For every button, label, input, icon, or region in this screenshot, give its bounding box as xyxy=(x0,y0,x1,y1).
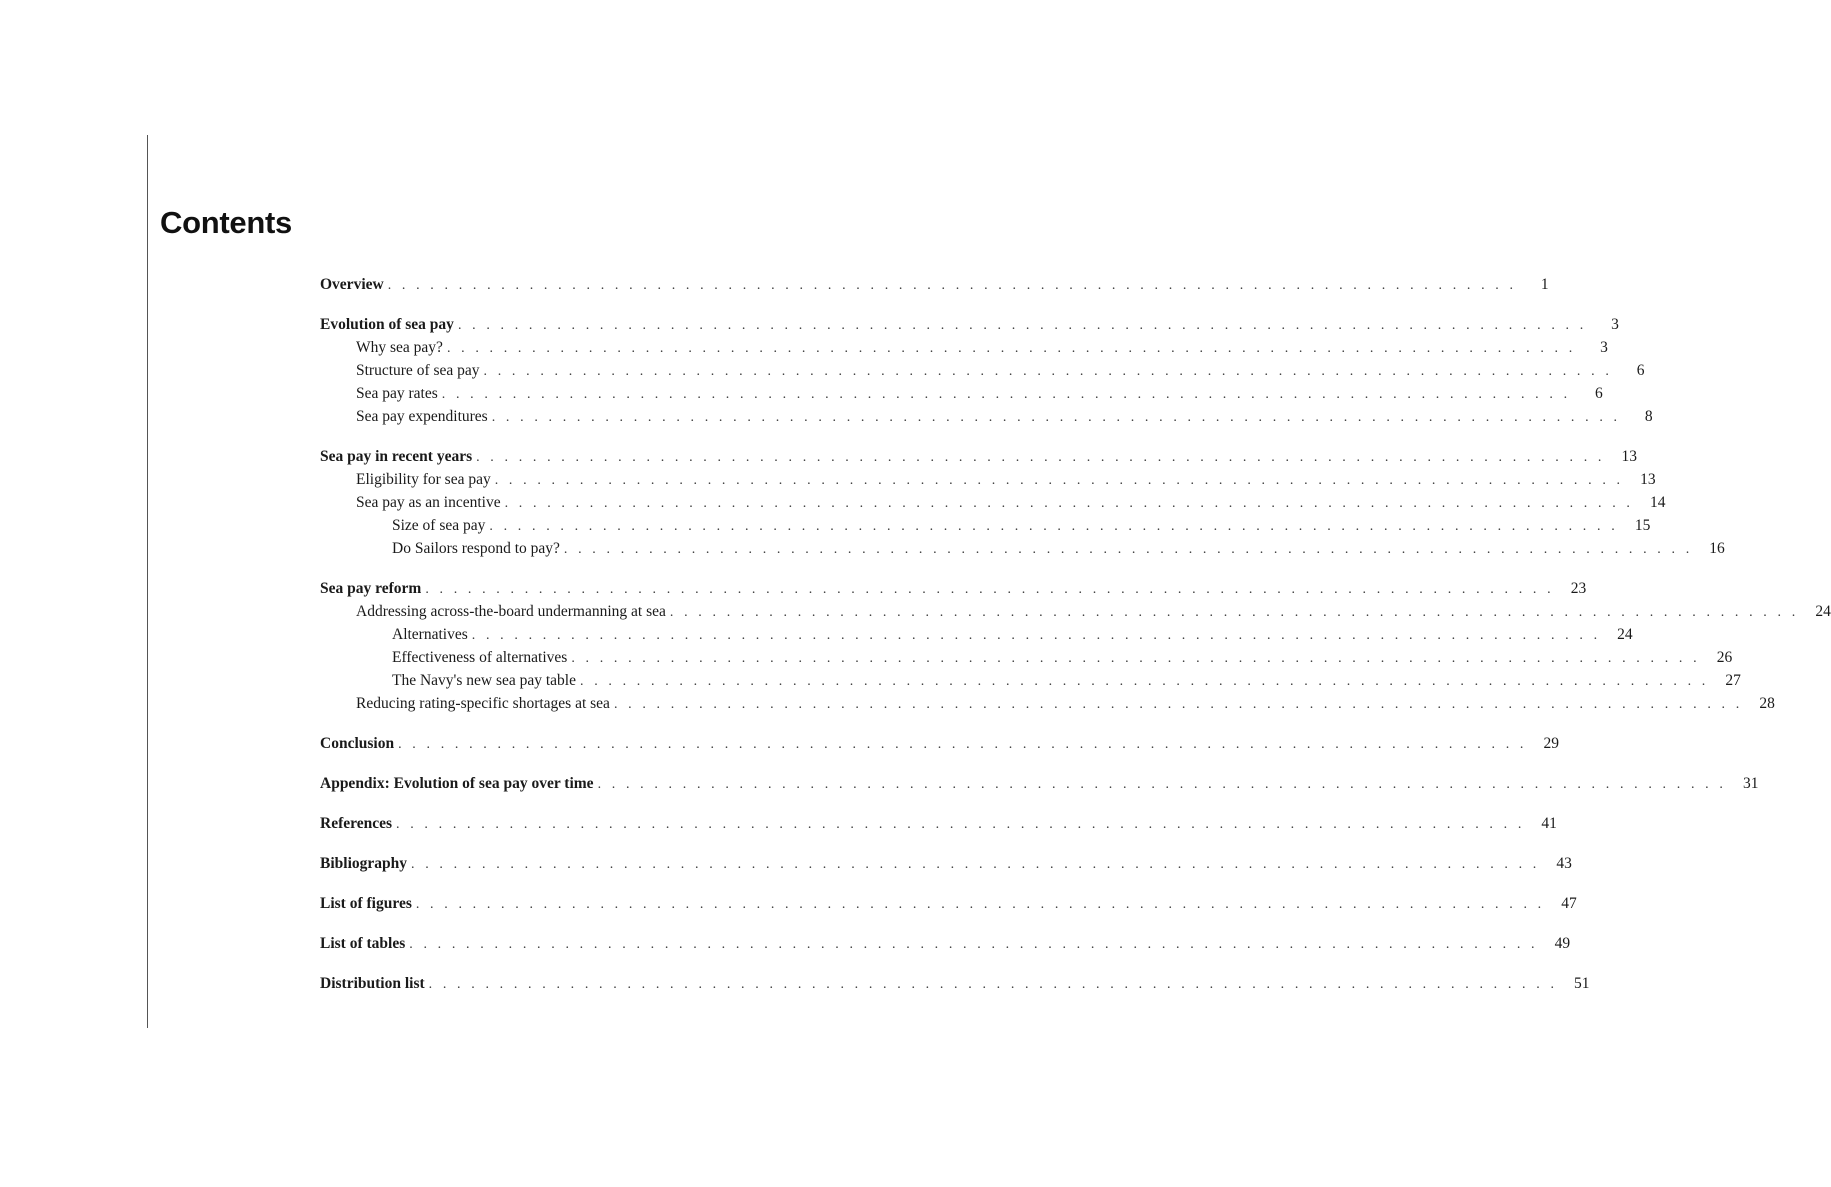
dot-leader: . . . . . . . . . . . . . . . . . . . . . . . . . . . . . . . . . . . . . . . . . . . . . . . . . . . . . . . . . . . . . . . . . . . . . . . . . . . . . . . . xyxy=(669,605,1799,620)
toc-entry-title: Bibliography xyxy=(320,855,407,872)
toc-group xyxy=(320,772,1759,795)
toc-page-number: 8 xyxy=(1644,408,1653,425)
toc-entry-title: Effectiveness of alternatives xyxy=(392,649,568,666)
toc-entry[interactable] xyxy=(320,382,1603,405)
toc-entry[interactable] xyxy=(320,852,1572,875)
toc-entry-title: Eligibility for sea pay xyxy=(356,471,491,488)
toc-page-number: 3 xyxy=(1600,339,1608,356)
dot-leader: . . . . . . . . . . . . . . . . . . . . . . . . . . . . . . . . . . . . . . . . . . . . . . . . . . . . . . . . . . . . . . . . . . . . . . . . . . . . . . . . xyxy=(476,450,1606,465)
page-title: Contents xyxy=(160,205,292,240)
dot-leader: . . . . . . . . . . . . . . . . . . . . . . . . . . . . . . . . . . . . . . . . . . . . . . . . . . . . . . . . . . . . . . . . . . . . . . . . . . . . . . . . xyxy=(597,777,1727,792)
toc-entry-title: Conclusion xyxy=(320,735,395,752)
toc-entry-title: Structure of sea pay xyxy=(356,362,480,379)
toc-group xyxy=(320,313,1653,428)
toc-entry-title: The Navy's new sea pay table xyxy=(392,672,576,689)
dot-leader: . . . . . . . . . . . . . . . . . . . . . . . . . . . . . . . . . . . . . . . . . . . . . . . . . . . . . . . . . . . . . . . . . . . . . . . . . . . . . . . . xyxy=(425,582,1555,597)
toc-entry-title: Distribution list xyxy=(320,975,425,992)
toc-page-number: 49 xyxy=(1554,935,1571,952)
toc-page-number: 15 xyxy=(1634,517,1651,534)
toc-entry[interactable] xyxy=(320,669,1741,692)
toc-entry[interactable] xyxy=(320,336,1608,359)
toc-page-number: 51 xyxy=(1574,975,1590,992)
toc-entry-title: List of figures xyxy=(320,895,412,912)
toc-page-number: 24 xyxy=(1617,626,1633,643)
toc-entry-title: Sea pay reform xyxy=(320,580,422,597)
dot-leader: . . . . . . . . . . . . . . . . . . . . . . . . . . . . . . . . . . . . . . . . . . . . . . . . . . . . . . . . . . . . . . . . . . . . . . . . . . . . . . . . xyxy=(491,410,1621,425)
toc-group xyxy=(320,732,1559,755)
dot-leader: . . . . . . . . . . . . . . . . . . . . . . . . . . . . . . . . . . . . . . . . . . . . . . . . . . . . . . . . . . . . . . . . . . . . . . . . . . . . . . . . xyxy=(441,387,1571,402)
dot-leader: . . . . . . . . . . . . . . . . . . . . . . . . . . . . . . . . . . . . . . . . . . . . . . . . . . . . . . . . . . . . . . . . . . . . . . . . . . . . . . . . xyxy=(613,697,1743,712)
toc-entry[interactable] xyxy=(320,692,1775,715)
toc-entry[interactable] xyxy=(320,491,1666,514)
toc-group xyxy=(320,445,1725,560)
toc-page-number: 47 xyxy=(1561,895,1577,912)
toc-entry-title: Addressing across-the-board undermanning at sea xyxy=(356,603,666,620)
dot-leader: . . . . . . . . . . . . . . . . . . . . . . . . . . . . . . . . . . . . . . . . . . . . . . . . . . . . . . . . . . . . . . . . . . . . . . . . . . . . . . . . xyxy=(580,674,1709,689)
dot-leader: . . . . . . . . . . . . . . . . . . . . . . . . . . . . . . . . . . . . . . . . . . . . . . . . . . . . . . . . . . . . . . . . . . . . . . . . . . . . . . . . xyxy=(446,341,1576,356)
toc-entry[interactable] xyxy=(320,772,1759,795)
toc-entry[interactable] xyxy=(320,892,1577,915)
dot-leader: . . . . . . . . . . . . . . . . . . . . . . . . . . . . . . . . . . . . . . . . . . . . . . . . . . . . . . . . . . . . . . . . . . . . . . . . . . . . . . . . xyxy=(504,496,1634,511)
toc-page-number: 29 xyxy=(1543,735,1559,752)
toc-entry[interactable] xyxy=(320,514,1651,537)
toc-page-number: 6 xyxy=(1636,362,1645,379)
toc-entry-title: Reducing rating-specific shortages at sea xyxy=(356,695,610,712)
toc-group xyxy=(320,932,1571,955)
toc-entry-title: Appendix: Evolution of sea pay over time xyxy=(320,775,594,792)
dot-leader: . . . . . . . . . . . . . . . . . . . . . . . . . . . . . . . . . . . . . . . . . . . . . . . . . . . . . . . . . . . . . . . . . . . . . . . . . . . . . . . . xyxy=(571,651,1701,666)
toc-page-number: 3 xyxy=(1611,316,1619,333)
toc-page-number: 1 xyxy=(1540,276,1549,293)
toc-entry[interactable] xyxy=(320,600,1831,623)
toc-page-number: 16 xyxy=(1709,540,1725,557)
dot-leader: . . . . . . . . . . . . . . . . . . . . . . . . . . . . . . . . . . . . . . . . . . . . . . . . . . . . . . . . . . . . . . . . . . . . . . . . . . . . . . . . xyxy=(409,937,1539,952)
toc-page-number: 26 xyxy=(1716,649,1733,666)
dot-leader: . . . . . . . . . . . . . . . . . . . . . . . . . . . . . . . . . . . . . . . . . . . . . . . . . . . . . . . . . . . . . . . . . . . . . . . . . . . . . . . . xyxy=(563,542,1693,557)
dot-leader: . . . . . . . . . . . . . . . . . . . . . . . . . . . . . . . . . . . . . . . . . . . . . . . . . . . . . . . . . . . . . . . . . . . . . . . . . . . . . . . . xyxy=(396,817,1525,832)
toc-entry-title: Overview xyxy=(320,276,384,293)
dot-leader: . . . . . . . . . . . . . . . . . . . . . . . . . . . . . . . . . . . . . . . . . . . . . . . . . . . . . . . . . . . . . . . . . . . . . . . . . . . . . . . . xyxy=(489,519,1619,534)
toc-group xyxy=(320,273,1549,296)
dot-leader: . . . . . . . . . . . . . . . . . . . . . . . . . . . . . . . . . . . . . . . . . . . . . . . . . . . . . . . . . . . . . . . . . . . . . . . . . . . . . . . . xyxy=(415,897,1545,912)
toc-entry[interactable] xyxy=(320,623,1633,646)
toc-entry-title: Sea pay as an incentive xyxy=(356,494,501,511)
toc-page-number: 28 xyxy=(1759,695,1775,712)
toc-entry[interactable] xyxy=(320,468,1656,491)
dot-leader: . . . . . . . . . . . . . . . . . . . . . . . . . . . . . . . . . . . . . . . . . . . . . . . . . . . . . . . . . . . . . . . . . . . . . . . . . . . . . . . . xyxy=(471,628,1601,643)
toc-page-number: 27 xyxy=(1725,672,1741,689)
dot-leader: . . . . . . . . . . . . . . . . . . . . . . . . . . . . . . . . . . . . . . . . . . . . . . . . . . . . . . . . . . . . . . . . . . . . . . . . . . . . . . . . xyxy=(483,364,1613,379)
toc-page-number: 41 xyxy=(1541,815,1557,832)
toc-entry-title: Alternatives xyxy=(392,626,468,643)
dot-leader: . . . . . . . . . . . . . . . . . . . . . . . . . . . . . . . . . . . . . . . . . . . . . . . . . . . . . . . . . . . . . . . . . . . . . . . . . . . . . . . . xyxy=(457,318,1587,333)
toc-entry-title: Size of sea pay xyxy=(392,517,486,534)
toc-entry[interactable] xyxy=(320,732,1559,755)
toc-entry-title: Why sea pay? xyxy=(356,339,443,356)
toc-entry-title: List of tables xyxy=(320,935,406,952)
toc-entry[interactable] xyxy=(320,313,1619,336)
toc-entry-title: Evolution of sea pay xyxy=(320,316,454,333)
toc-entry-title: Sea pay expenditures xyxy=(356,408,488,425)
toc-page-number: 14 xyxy=(1650,494,1666,511)
toc-entry[interactable] xyxy=(320,405,1653,428)
toc-entry-title: Sea pay in recent years xyxy=(320,448,473,465)
toc-entry[interactable] xyxy=(320,972,1590,995)
dot-leader: . . . . . . . . . . . . . . . . . . . . . . . . . . . . . . . . . . . . . . . . . . . . . . . . . . . . . . . . . . . . . . . . . . . . . . . . . . . . . . . . xyxy=(387,278,1517,293)
margin-rule xyxy=(147,135,148,1028)
toc-group xyxy=(320,892,1577,915)
toc-page-number: 13 xyxy=(1621,448,1638,465)
toc-entry[interactable] xyxy=(320,812,1557,835)
toc-entry[interactable] xyxy=(320,577,1587,600)
toc-page-number: 24 xyxy=(1815,603,1831,620)
dot-leader: . . . . . . . . . . . . . . . . . . . . . . . . . . . . . . . . . . . . . . . . . . . . . . . . . . . . . . . . . . . . . . . . . . . . . . . . . . . . . . . . xyxy=(494,473,1624,488)
toc-entry[interactable] xyxy=(320,537,1725,560)
toc-page-number: 13 xyxy=(1640,471,1656,488)
toc-entry[interactable] xyxy=(320,445,1638,468)
toc-entry-title: References xyxy=(320,815,393,832)
toc-group xyxy=(320,577,1831,715)
dot-leader: . . . . . . . . . . . . . . . . . . . . . . . . . . . . . . . . . . . . . . . . . . . . . . . . . . . . . . . . . . . . . . . . . . . . . . . . . . . . . . . . xyxy=(428,977,1558,992)
toc-entry-title: Do Sailors respond to pay? xyxy=(392,540,560,557)
dot-leader: . . . . . . . . . . . . . . . . . . . . . . . . . . . . . . . . . . . . . . . . . . . . . . . . . . . . . . . . . . . . . . . . . . . . . . . . . . . . . . . . xyxy=(398,737,1527,752)
toc-page-number: 6 xyxy=(1594,385,1603,402)
toc-page-number: 43 xyxy=(1556,855,1572,872)
toc-group xyxy=(320,852,1572,875)
toc-entry[interactable] xyxy=(320,273,1549,296)
toc-group xyxy=(320,972,1590,995)
toc-page-number: 23 xyxy=(1570,580,1587,597)
toc-group xyxy=(320,812,1557,835)
toc-entry[interactable] xyxy=(320,359,1645,382)
toc-entry[interactable] xyxy=(320,932,1571,955)
toc-entry[interactable] xyxy=(320,646,1733,669)
toc-entry-title: Sea pay rates xyxy=(356,385,438,402)
dot-leader: . . . . . . . . . . . . . . . . . . . . . . . . . . . . . . . . . . . . . . . . . . . . . . . . . . . . . . . . . . . . . . . . . . . . . . . . . . . . . . . . xyxy=(411,857,1540,872)
table-of-contents xyxy=(320,273,1831,1012)
toc-page-number: 31 xyxy=(1742,775,1759,792)
